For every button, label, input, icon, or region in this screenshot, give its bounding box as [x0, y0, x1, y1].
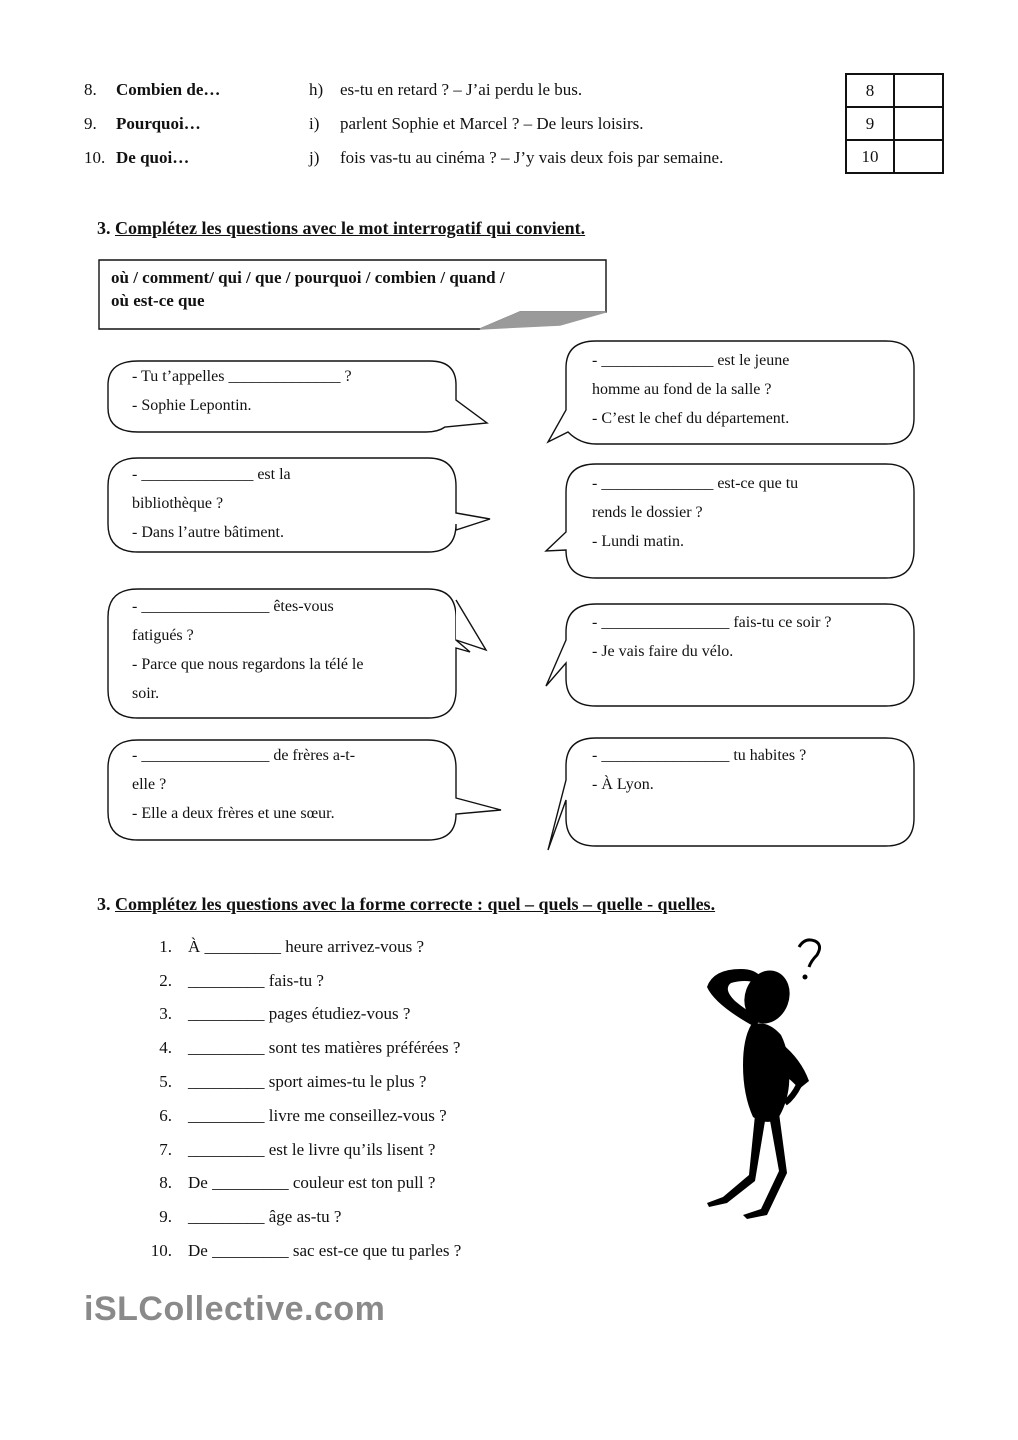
- bubble-left-4: [132, 741, 355, 828]
- bubble-left-3: [132, 592, 363, 708]
- item-number: 10.: [84, 148, 106, 167]
- bubble-left-3-tail: [456, 600, 486, 650]
- bubble-line: - ______________ est la: [132, 466, 291, 483]
- bubble-line: - ________________ êtes-vous: [132, 598, 334, 615]
- item-number: 7.: [159, 1140, 172, 1159]
- list-item: [150, 971, 570, 1001]
- bubble-line: - ________________ tu habites ?: [592, 747, 807, 764]
- item-text: _________ pages étudiez-vous ?: [188, 1004, 411, 1023]
- bubble-line: - Dans l’autre bâtiment.: [132, 524, 284, 541]
- thinking-person-icon: [695, 935, 825, 1225]
- bubble-line: - À Lyon.: [592, 776, 654, 793]
- bubble-left-1: [132, 362, 352, 420]
- list-item: [150, 937, 570, 967]
- item-number: 9.: [159, 1207, 172, 1226]
- section-number: 3.: [97, 894, 115, 914]
- question-stem: Combien de…: [116, 80, 221, 99]
- bubble-right-2: [592, 469, 798, 556]
- bubble-line: - Parce que nous regardons la télé le: [132, 656, 364, 673]
- item-text: _________ âge as-tu ?: [188, 1207, 342, 1226]
- item-number: 8.: [159, 1173, 172, 1192]
- answer-letter: i): [309, 114, 320, 133]
- list-item: [150, 1004, 570, 1034]
- bubble-line: rends le dossier ?: [592, 504, 703, 521]
- item-number: 4.: [159, 1038, 172, 1057]
- item-number: 8.: [84, 80, 97, 99]
- item-text: De _________ couleur est ton pull ?: [188, 1173, 436, 1192]
- list-item: [150, 1207, 570, 1237]
- list-item: [150, 1140, 570, 1170]
- answer-grid-number: 9: [846, 107, 894, 140]
- item-number: 2.: [159, 971, 172, 990]
- item-number: 10.: [150, 1241, 172, 1260]
- item-number: 5.: [159, 1072, 172, 1091]
- item-text: _________ sont tes matières préférées ?: [188, 1038, 461, 1057]
- bubble-line: - Lundi matin.: [592, 533, 684, 550]
- item-number: 9.: [84, 114, 97, 133]
- bubble-line: - C’est le chef du département.: [592, 410, 790, 427]
- answer-letter: j): [309, 148, 320, 167]
- answer-text: fois vas-tu au cinéma ? – J’y vais deux fois par semaine.: [340, 148, 724, 167]
- list-item: [150, 1241, 570, 1271]
- word-box-line: où / comment/ qui / que / pourquoi / combien / quand /: [111, 268, 505, 287]
- item-number: 3.: [159, 1004, 172, 1023]
- bubble-line: - Elle a deux frères et une sœur.: [132, 805, 335, 822]
- bubble-line: - Je vais faire du vélo.: [592, 643, 734, 660]
- question-stem: Pourquoi…: [116, 114, 201, 133]
- answer-text: parlent Sophie et Marcel ? – De leurs loisirs.: [340, 114, 644, 133]
- bubble-right-4: [592, 741, 806, 799]
- item-number: 1.: [159, 937, 172, 956]
- bubble-line: bibliothèque ?: [132, 495, 224, 512]
- section-title: Complétez les questions avec la forme correcte : quel – quels – quelle - quelles.: [115, 894, 716, 914]
- bubble-line: soir.: [132, 685, 160, 702]
- section-heading: [97, 894, 715, 915]
- bubble-left-2: [132, 460, 291, 547]
- word-box-line: où est-ce que: [111, 291, 205, 310]
- answer-letter: h): [309, 80, 324, 99]
- answer-grid-number: 8: [846, 74, 894, 107]
- item-text: _________ livre me conseillez-vous ?: [188, 1106, 447, 1125]
- list-item: [150, 1038, 570, 1068]
- bubble-line: - Tu t’appelles ______________ ?: [132, 368, 352, 385]
- bubble-line: fatigués ?: [132, 627, 194, 644]
- bubble-line: - ________________ de frères a-t-: [132, 747, 356, 764]
- list-item: [150, 1173, 570, 1203]
- bubble-line: - ______________ est-ce que tu: [592, 475, 799, 492]
- question-stem: De quoi…: [116, 148, 190, 167]
- brand-logo-text: iSLCollective.com: [84, 1290, 386, 1328]
- word-box: [99, 260, 605, 327]
- list-item: [150, 1106, 570, 1136]
- bubble-right-3: [592, 608, 832, 666]
- item-text: À _________ heure arrivez-vous ?: [188, 937, 425, 956]
- bubble-line: elle ?: [132, 776, 167, 793]
- section-title: Complétez les questions avec le mot interrogatif qui convient.: [115, 218, 586, 238]
- bubble-line: - ________________ fais-tu ce soir ?: [592, 614, 832, 631]
- section-number: 3.: [97, 218, 115, 238]
- bubble-line: - ______________ est le jeune: [592, 352, 790, 369]
- item-number: 6.: [159, 1106, 172, 1125]
- item-text: _________ est le livre qu’ils lisent ?: [188, 1140, 436, 1159]
- bubble-right-1: [592, 346, 789, 433]
- bubble-line: homme au fond de la salle ?: [592, 381, 772, 398]
- answer-grid-number: 10: [846, 140, 894, 173]
- answer-text: es-tu en retard ? – J’ai perdu le bus.: [340, 80, 583, 99]
- bubble-line: - Sophie Lepontin.: [132, 397, 252, 414]
- item-text: De _________ sac est-ce que tu parles ?: [188, 1241, 462, 1260]
- item-text: _________ fais-tu ?: [188, 971, 324, 990]
- list-item: [150, 1072, 570, 1102]
- item-text: _________ sport aimes-tu le plus ?: [188, 1072, 427, 1091]
